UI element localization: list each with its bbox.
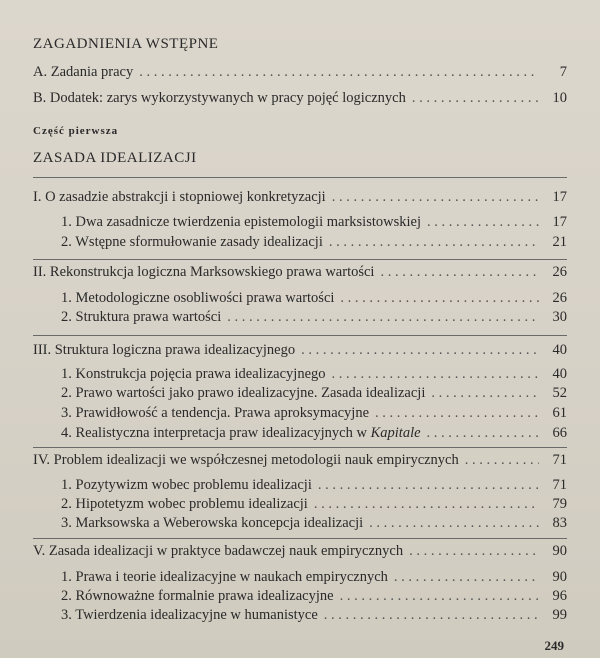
entry-label: IV. Problem idealizacji we współczesnej metodologii nauk empirycznych <box>33 452 459 468</box>
dot-leader <box>375 405 539 422</box>
dot-leader <box>394 569 539 586</box>
toc-entry[interactable] <box>33 90 567 107</box>
entry-label-text: 4. Realistyczna interpretacja praw idealizacyjnych w <box>61 425 367 441</box>
chapter-entry[interactable] <box>33 543 567 560</box>
dot-leader <box>332 189 539 206</box>
entry-page: 71 <box>552 452 567 468</box>
entry-label: 1. Prawa i teorie idealizacyjne w naukach empirycznych <box>61 569 388 585</box>
entry-page: 96 <box>552 588 567 604</box>
entry-page: 40 <box>552 366 567 382</box>
subsection-entry[interactable] <box>61 366 567 383</box>
subsection-entry[interactable] <box>61 234 567 251</box>
entry-page: 17 <box>552 214 567 230</box>
entry-label: A. Zadania pracy <box>33 64 134 80</box>
entry-label: II. Rekonstrukcja logiczna Marksowskiego prawa wartości <box>33 264 375 280</box>
entry-label: 2. Hipotetyzm wobec problemu idealizacji <box>61 496 308 512</box>
dot-leader <box>412 90 539 107</box>
divider <box>33 335 567 336</box>
dot-leader <box>380 264 539 281</box>
entry-page: 90 <box>552 543 567 559</box>
entry-label: 2. Struktura prawa wartości <box>61 309 222 325</box>
entry-page: 61 <box>552 405 567 421</box>
dot-leader <box>431 385 539 402</box>
part-label: Część pierwsza <box>33 125 119 137</box>
dot-leader <box>314 496 539 513</box>
entry-label: 2. Wstępne sformułowanie zasady idealizacji <box>61 234 323 250</box>
subsection-entry[interactable] <box>61 607 567 624</box>
subsection-entry[interactable] <box>61 425 567 442</box>
entry-page: 66 <box>552 425 567 441</box>
subsection-entry[interactable] <box>61 214 567 231</box>
entry-label: V. Zasada idealizacji w praktyce badawczej nauk empirycznych <box>33 543 404 559</box>
entry-label: 3. Prawidłowość a tendencja. Prawa aproksymacyjne <box>61 405 370 421</box>
subsection-entry[interactable] <box>61 477 567 494</box>
dot-leader <box>409 543 539 560</box>
entry-label: 2. Prawo wartości jako prawo idealizacyjne. Zasada idealizacji <box>61 385 426 401</box>
entry-page: 40 <box>552 342 567 358</box>
entry-label: 1. Pozytywizm wobec problemu idealizacji <box>61 477 312 493</box>
entry-page: 71 <box>552 477 567 493</box>
divider <box>33 447 567 448</box>
dot-leader <box>340 290 539 307</box>
chapter-entry[interactable] <box>33 342 567 359</box>
divider <box>33 538 567 539</box>
entry-page: 90 <box>552 569 567 585</box>
dot-leader <box>318 477 539 494</box>
subsection-entry[interactable] <box>61 290 567 307</box>
entry-label: 1. Konstrukcja pojęcia prawa idealizacyjnego <box>61 366 326 382</box>
dot-leader <box>427 214 539 231</box>
dot-leader <box>465 452 539 469</box>
entry-label: III. Struktura logiczna prawa idealizacyjnego <box>33 342 296 358</box>
dot-leader <box>139 64 539 81</box>
entry-page: 30 <box>552 309 567 325</box>
divider <box>33 177 567 178</box>
entry-label: 2. Równoważne formalnie prawa idealizacyjne <box>61 588 334 604</box>
entry-label-italic: Kapitale <box>370 425 421 441</box>
chapter-entry[interactable] <box>33 189 567 206</box>
entry-page: 7 <box>559 64 567 80</box>
subsection-entry[interactable] <box>61 385 567 402</box>
subsection-entry[interactable] <box>61 569 567 586</box>
entry-label: 3. Marksowska a Weberowska koncepcja idealizacji <box>61 515 364 531</box>
entry-page: 26 <box>552 264 567 280</box>
entry-label <box>61 425 421 442</box>
toc-entry[interactable] <box>33 64 567 81</box>
dot-leader <box>340 588 539 605</box>
subsection-entry[interactable] <box>61 309 567 326</box>
entry-page: 17 <box>552 189 567 205</box>
subsection-entry[interactable] <box>61 515 567 532</box>
entry-page: 99 <box>552 607 567 623</box>
dot-leader <box>332 366 539 383</box>
dot-leader <box>329 234 539 251</box>
subsection-entry[interactable] <box>61 496 567 513</box>
entry-label: 3. Twierdzenia idealizacyjne w humanistyce <box>61 607 318 623</box>
dot-leader <box>324 607 539 624</box>
dot-leader <box>301 342 539 359</box>
dot-leader <box>369 515 539 532</box>
entry-label: 1. Metodologiczne osobliwości prawa wartości <box>61 290 335 306</box>
dot-leader <box>427 425 539 442</box>
chapter-entry[interactable] <box>33 264 567 281</box>
entry-page: 79 <box>552 496 567 512</box>
entry-label: B. Dodatek: zarys wykorzystywanych w pracy pojęć logicznych <box>33 90 406 106</box>
entry-page: 26 <box>552 290 567 306</box>
dot-leader <box>227 309 539 326</box>
entry-page: 10 <box>552 90 567 106</box>
subsection-entry[interactable] <box>61 588 567 605</box>
divider <box>33 259 567 260</box>
intro-heading: ZAGADNIENIA WSTĘPNE <box>33 36 219 52</box>
page-number: 249 <box>544 638 564 653</box>
entry-page: 83 <box>552 515 567 531</box>
entry-label: I. O zasadzie abstrakcji i stopniowej konkretyzacji <box>33 189 326 205</box>
subsection-entry[interactable] <box>61 405 567 422</box>
chapter-entry[interactable] <box>33 452 567 469</box>
entry-page: 52 <box>552 385 567 401</box>
part-heading: ZASADA IDEALIZACJI <box>33 150 197 166</box>
entry-page: 21 <box>552 234 567 250</box>
entry-label: 1. Dwa zasadnicze twierdzenia epistemologii marksistowskiej <box>61 214 421 230</box>
